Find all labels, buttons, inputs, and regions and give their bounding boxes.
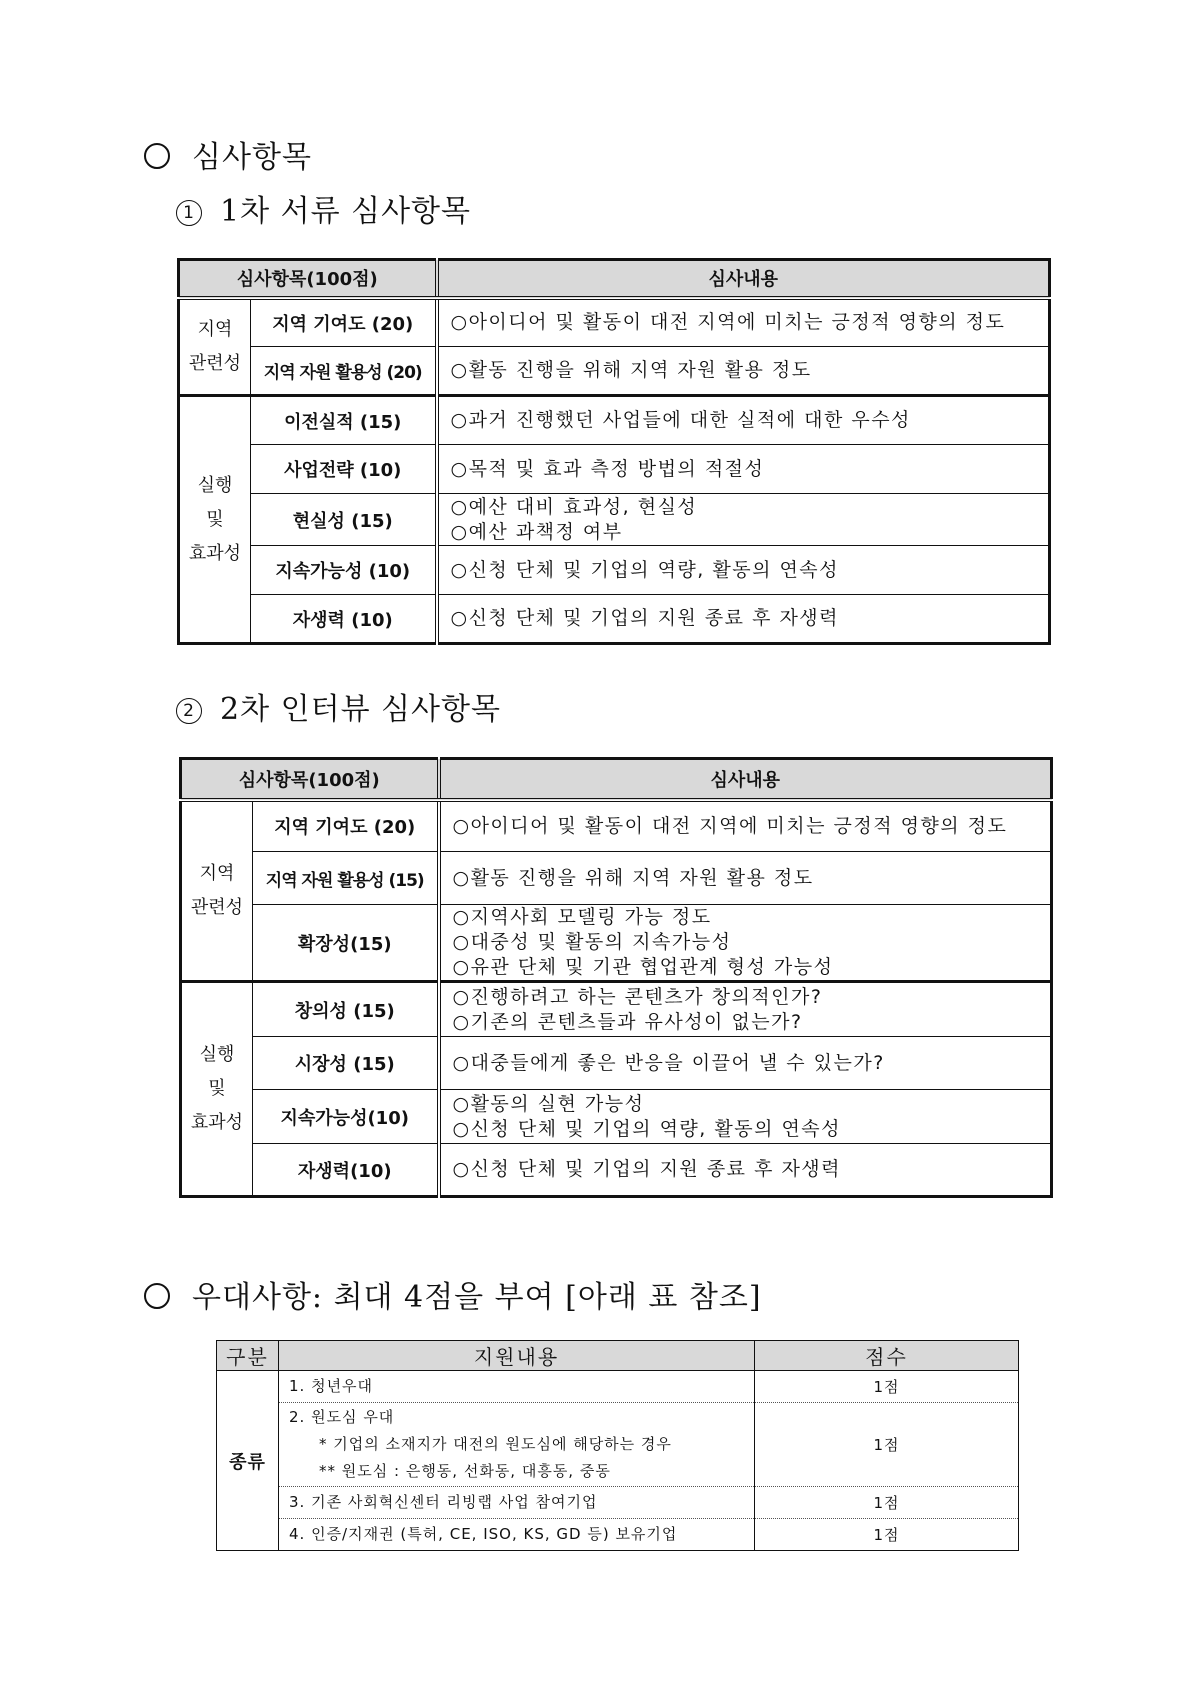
criteria-desc xyxy=(437,298,1050,347)
category-line: 지역 xyxy=(197,318,233,340)
subheading-second-review xyxy=(176,690,501,730)
bonus-item-line: 1. 청년우대 xyxy=(289,1377,374,1395)
criteria-item: 확장성(15) xyxy=(253,905,439,982)
bonus-item-line: 3. 기존 사회혁신센터 리빙랩 사업 참여기업 xyxy=(289,1493,598,1511)
bonus-item-line: 4. 인증/지재권 (특허, CE, ISO, KS, GD 등) 보유기업 xyxy=(289,1525,678,1543)
desc-line: ○아이디어 및 활동이 대전 지역에 미치는 긍정적 영향의 정도 xyxy=(452,814,1008,837)
content-header: 심사내용 xyxy=(437,260,1050,298)
criteria-header: 심사항목(100점) xyxy=(181,759,439,800)
category-header: 구분 xyxy=(217,1341,279,1371)
bonus-item xyxy=(279,1487,755,1519)
score-header: 점수 xyxy=(755,1341,1019,1371)
criteria-desc xyxy=(439,852,1052,905)
bonus-score: 1점 xyxy=(755,1371,1019,1403)
category-line: 및 xyxy=(206,508,224,530)
category-cell: 종류 xyxy=(217,1371,279,1551)
bonus-score: 1점 xyxy=(755,1403,1019,1487)
desc-line: ○신청 단체 및 기업의 지원 종료 후 자생력 xyxy=(452,1158,842,1180)
bonus-item xyxy=(279,1371,755,1403)
circled-number-one-icon: 1 xyxy=(176,200,202,226)
category-line: 효과성 xyxy=(188,542,242,564)
criteria-item: 지속가능성 (10) xyxy=(251,546,437,595)
desc-line: ○신청 단체 및 기업의 지원 종료 후 자생력 xyxy=(450,607,840,629)
second-review-criteria-table xyxy=(179,757,1053,1198)
bonus-points-table xyxy=(216,1340,1019,1551)
subheading-text: 1차 서류 심사항목 xyxy=(220,194,472,229)
category-execution-effect xyxy=(181,982,253,1197)
desc-line: ○대중성 및 활동의 지속가능성 xyxy=(452,931,732,953)
desc-line: ○활동 진행을 위해 지역 자원 활용 정도 xyxy=(452,866,814,889)
criteria-desc xyxy=(437,347,1050,396)
section-heading-review-items xyxy=(144,138,312,178)
subheading-text: 2차 인터뷰 심사항목 xyxy=(220,692,501,727)
criteria-desc xyxy=(439,982,1052,1037)
category-execution-effect xyxy=(179,396,251,644)
content-header: 심사내용 xyxy=(439,759,1052,800)
category-line: 효과성 xyxy=(190,1112,244,1133)
criteria-desc xyxy=(439,1144,1052,1197)
criteria-item: 자생력(10) xyxy=(253,1144,439,1197)
desc-line: ○목적 및 효과 측정 방법의 적절성 xyxy=(450,457,765,480)
bonus-score: 1점 xyxy=(755,1487,1019,1519)
criteria-item: 이전실적 (15) xyxy=(251,396,437,445)
desc-line: ○활동 진행을 위해 지역 자원 활용 정도 xyxy=(450,359,812,381)
hollow-circle-bullet-icon xyxy=(144,1283,170,1309)
bonus-item xyxy=(279,1519,755,1551)
desc-line: ○과거 진행했던 사업들에 대한 실적에 대한 우수성 xyxy=(450,409,911,431)
section-heading-text: 우대사항: 최대 4점을 부여 [아래 표 참조] xyxy=(192,1280,762,1315)
desc-line: ○대중들에게 좋은 반응을 이끌어 낼 수 있는가? xyxy=(452,1051,885,1074)
category-line: 지역 xyxy=(199,862,235,884)
desc-line: ○신청 단체 및 기업의 역량, 활동의 연속성 xyxy=(452,1117,842,1140)
bonus-item-note: ** 원도심 : 은행동, 선화동, 대흥동, 중동 xyxy=(319,1462,611,1480)
hollow-circle-bullet-icon xyxy=(144,143,170,169)
desc-line: ○유관 단체 및 기관 협업관계 형성 가능성 xyxy=(452,956,834,978)
criteria-header: 심사항목(100점) xyxy=(179,260,437,298)
desc-line: ○신청 단체 및 기업의 역량, 활동의 연속성 xyxy=(450,558,840,581)
category-region-relevance xyxy=(179,298,251,396)
criteria-desc xyxy=(439,800,1052,852)
criteria-item: 창의성 (15) xyxy=(253,982,439,1037)
circled-number-two-icon: 2 xyxy=(176,698,202,724)
criteria-item: 지역 기여도 (20) xyxy=(251,298,437,347)
desc-line: ○지역사회 모델링 가능 정도 xyxy=(452,906,712,928)
category-line: 실행 xyxy=(199,1044,235,1065)
section-heading-text: 심사항목 xyxy=(192,140,312,175)
criteria-desc xyxy=(439,1090,1052,1144)
criteria-desc xyxy=(439,1037,1052,1090)
section-heading-bonus xyxy=(144,1278,762,1318)
bonus-item-note: * 기업의 소재지가 대전의 원도심에 해당하는 경우 xyxy=(319,1435,672,1453)
desc-line: ○예산 과책정 여부 xyxy=(450,520,623,543)
bonus-item xyxy=(279,1403,755,1487)
desc-line: ○예산 대비 효과성, 현실성 xyxy=(450,495,698,518)
bonus-score: 1점 xyxy=(755,1519,1019,1551)
criteria-item: 지역 자원 활용성 (20) xyxy=(251,347,437,396)
criteria-item: 현실성 (15) xyxy=(251,494,437,546)
category-line: 관련성 xyxy=(190,896,244,918)
criteria-desc xyxy=(439,905,1052,982)
category-line: 및 xyxy=(208,1078,226,1099)
category-region-relevance xyxy=(181,800,253,982)
subheading-first-review xyxy=(176,192,471,232)
criteria-desc xyxy=(437,445,1050,494)
category-line: 실행 xyxy=(197,474,233,496)
criteria-item: 지역 자원 활용성 (15) xyxy=(253,852,439,905)
criteria-item: 지속가능성(10) xyxy=(253,1090,439,1144)
category-line: 관련성 xyxy=(188,352,242,374)
desc-line: ○진행하려고 하는 콘텐츠가 창의적인가? xyxy=(452,985,823,1008)
criteria-item: 자생력 (10) xyxy=(251,595,437,644)
first-review-criteria-table xyxy=(177,258,1051,645)
criteria-desc xyxy=(437,494,1050,546)
criteria-item: 사업전략 (10) xyxy=(251,445,437,494)
criteria-item: 지역 기여도 (20) xyxy=(253,800,439,852)
criteria-desc xyxy=(437,396,1050,445)
criteria-desc xyxy=(437,546,1050,595)
content-header: 지원내용 xyxy=(279,1341,755,1371)
desc-line: ○기존의 콘텐츠들과 유사성이 없는가? xyxy=(452,1010,803,1033)
criteria-item: 시장성 (15) xyxy=(253,1037,439,1090)
desc-line: ○활동의 실현 가능성 xyxy=(452,1092,645,1115)
criteria-desc xyxy=(437,595,1050,644)
desc-line: ○아이디어 및 활동이 대전 지역에 미치는 긍정적 영향의 정도 xyxy=(450,311,1006,334)
bonus-item-line: 2. 원도심 우대 xyxy=(289,1408,395,1426)
